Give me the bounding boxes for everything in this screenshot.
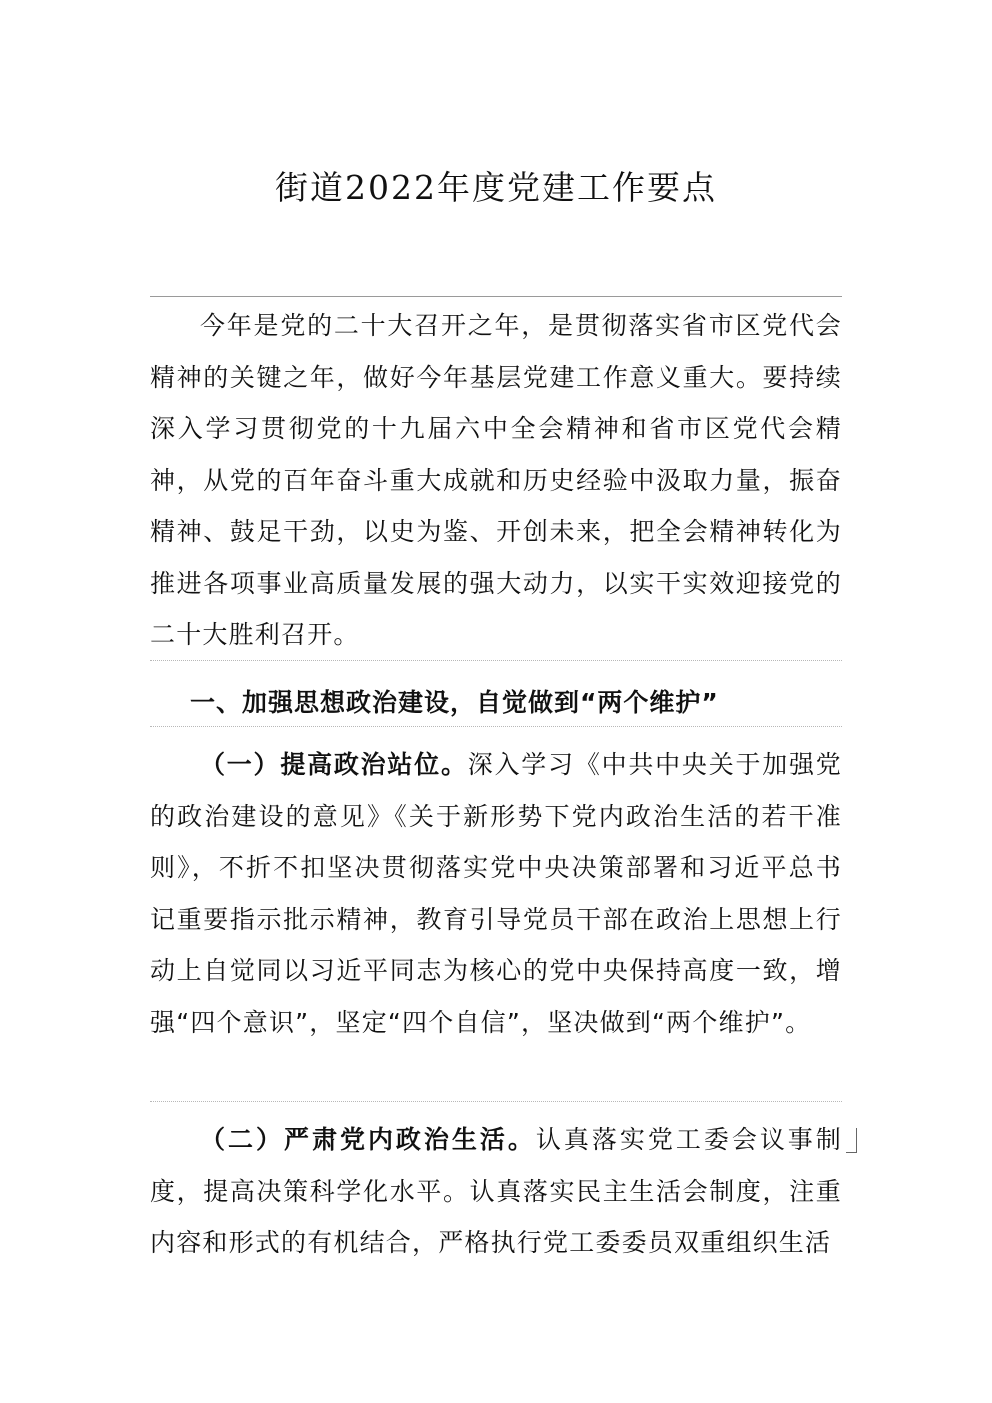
intro-block bbox=[150, 300, 842, 661]
item2-paragraph bbox=[150, 1114, 842, 1269]
item1-text: 深入学习《中共中央关于加强党的政治建设的意见》《关于新形势下党内政治生活的若干准则》，不折不扣坚决贯彻落实党中央决策部署和习近平总书记重要指示批示精神，教育引导党员干部在政治上思想上行动上自觉同以习近平同志为核心的党中央保持高度一致，增强“四个意识”，坚定“四个自信”，坚决做到“两个维护”。 bbox=[150, 750, 842, 1037]
item1-lead: （一）提高政治站位。 bbox=[200, 750, 468, 779]
intro-paragraph: 今年是党的二十大召开之年，是贯彻落实省市区党代会精神的关键之年，做好今年基层党建工作意义重大。要持续深入学习贯彻党的十九届六中全会精神和省市区党代会精神，从党的百年奋斗重大成就和历史经验中汲取力量，振奋精神、鼓足干劲，以史为鉴、开创未来，把全会精神转化为推进各项事业高质量发展的强大动力，以实干实效迎接党的二十大胜利召开。 bbox=[150, 311, 842, 649]
item1-paragraph bbox=[150, 739, 842, 1048]
item2-block bbox=[150, 1114, 842, 1269]
top-rule-divider bbox=[150, 296, 842, 297]
section1-heading: 一、加强思想政治建设，自觉做到“两个维护” bbox=[190, 688, 719, 717]
text-boundary-corner-mark bbox=[846, 1128, 857, 1153]
item1-block bbox=[150, 739, 842, 1048]
section-divider-3 bbox=[150, 1101, 842, 1102]
document-title: 街道2022年度党建工作要点 bbox=[275, 168, 717, 207]
section-divider-2 bbox=[150, 726, 842, 727]
section-divider-1 bbox=[150, 660, 842, 661]
item2-lead: （二）严肃党内政治生活。 bbox=[200, 1125, 536, 1154]
item2-text: 认真落实党工委会议事制度，提高决策科学化水平。认真落实民主生活会制度，注重内容和形式的有机结合，严格执行党工委委员双重组织生活 bbox=[150, 1125, 842, 1257]
